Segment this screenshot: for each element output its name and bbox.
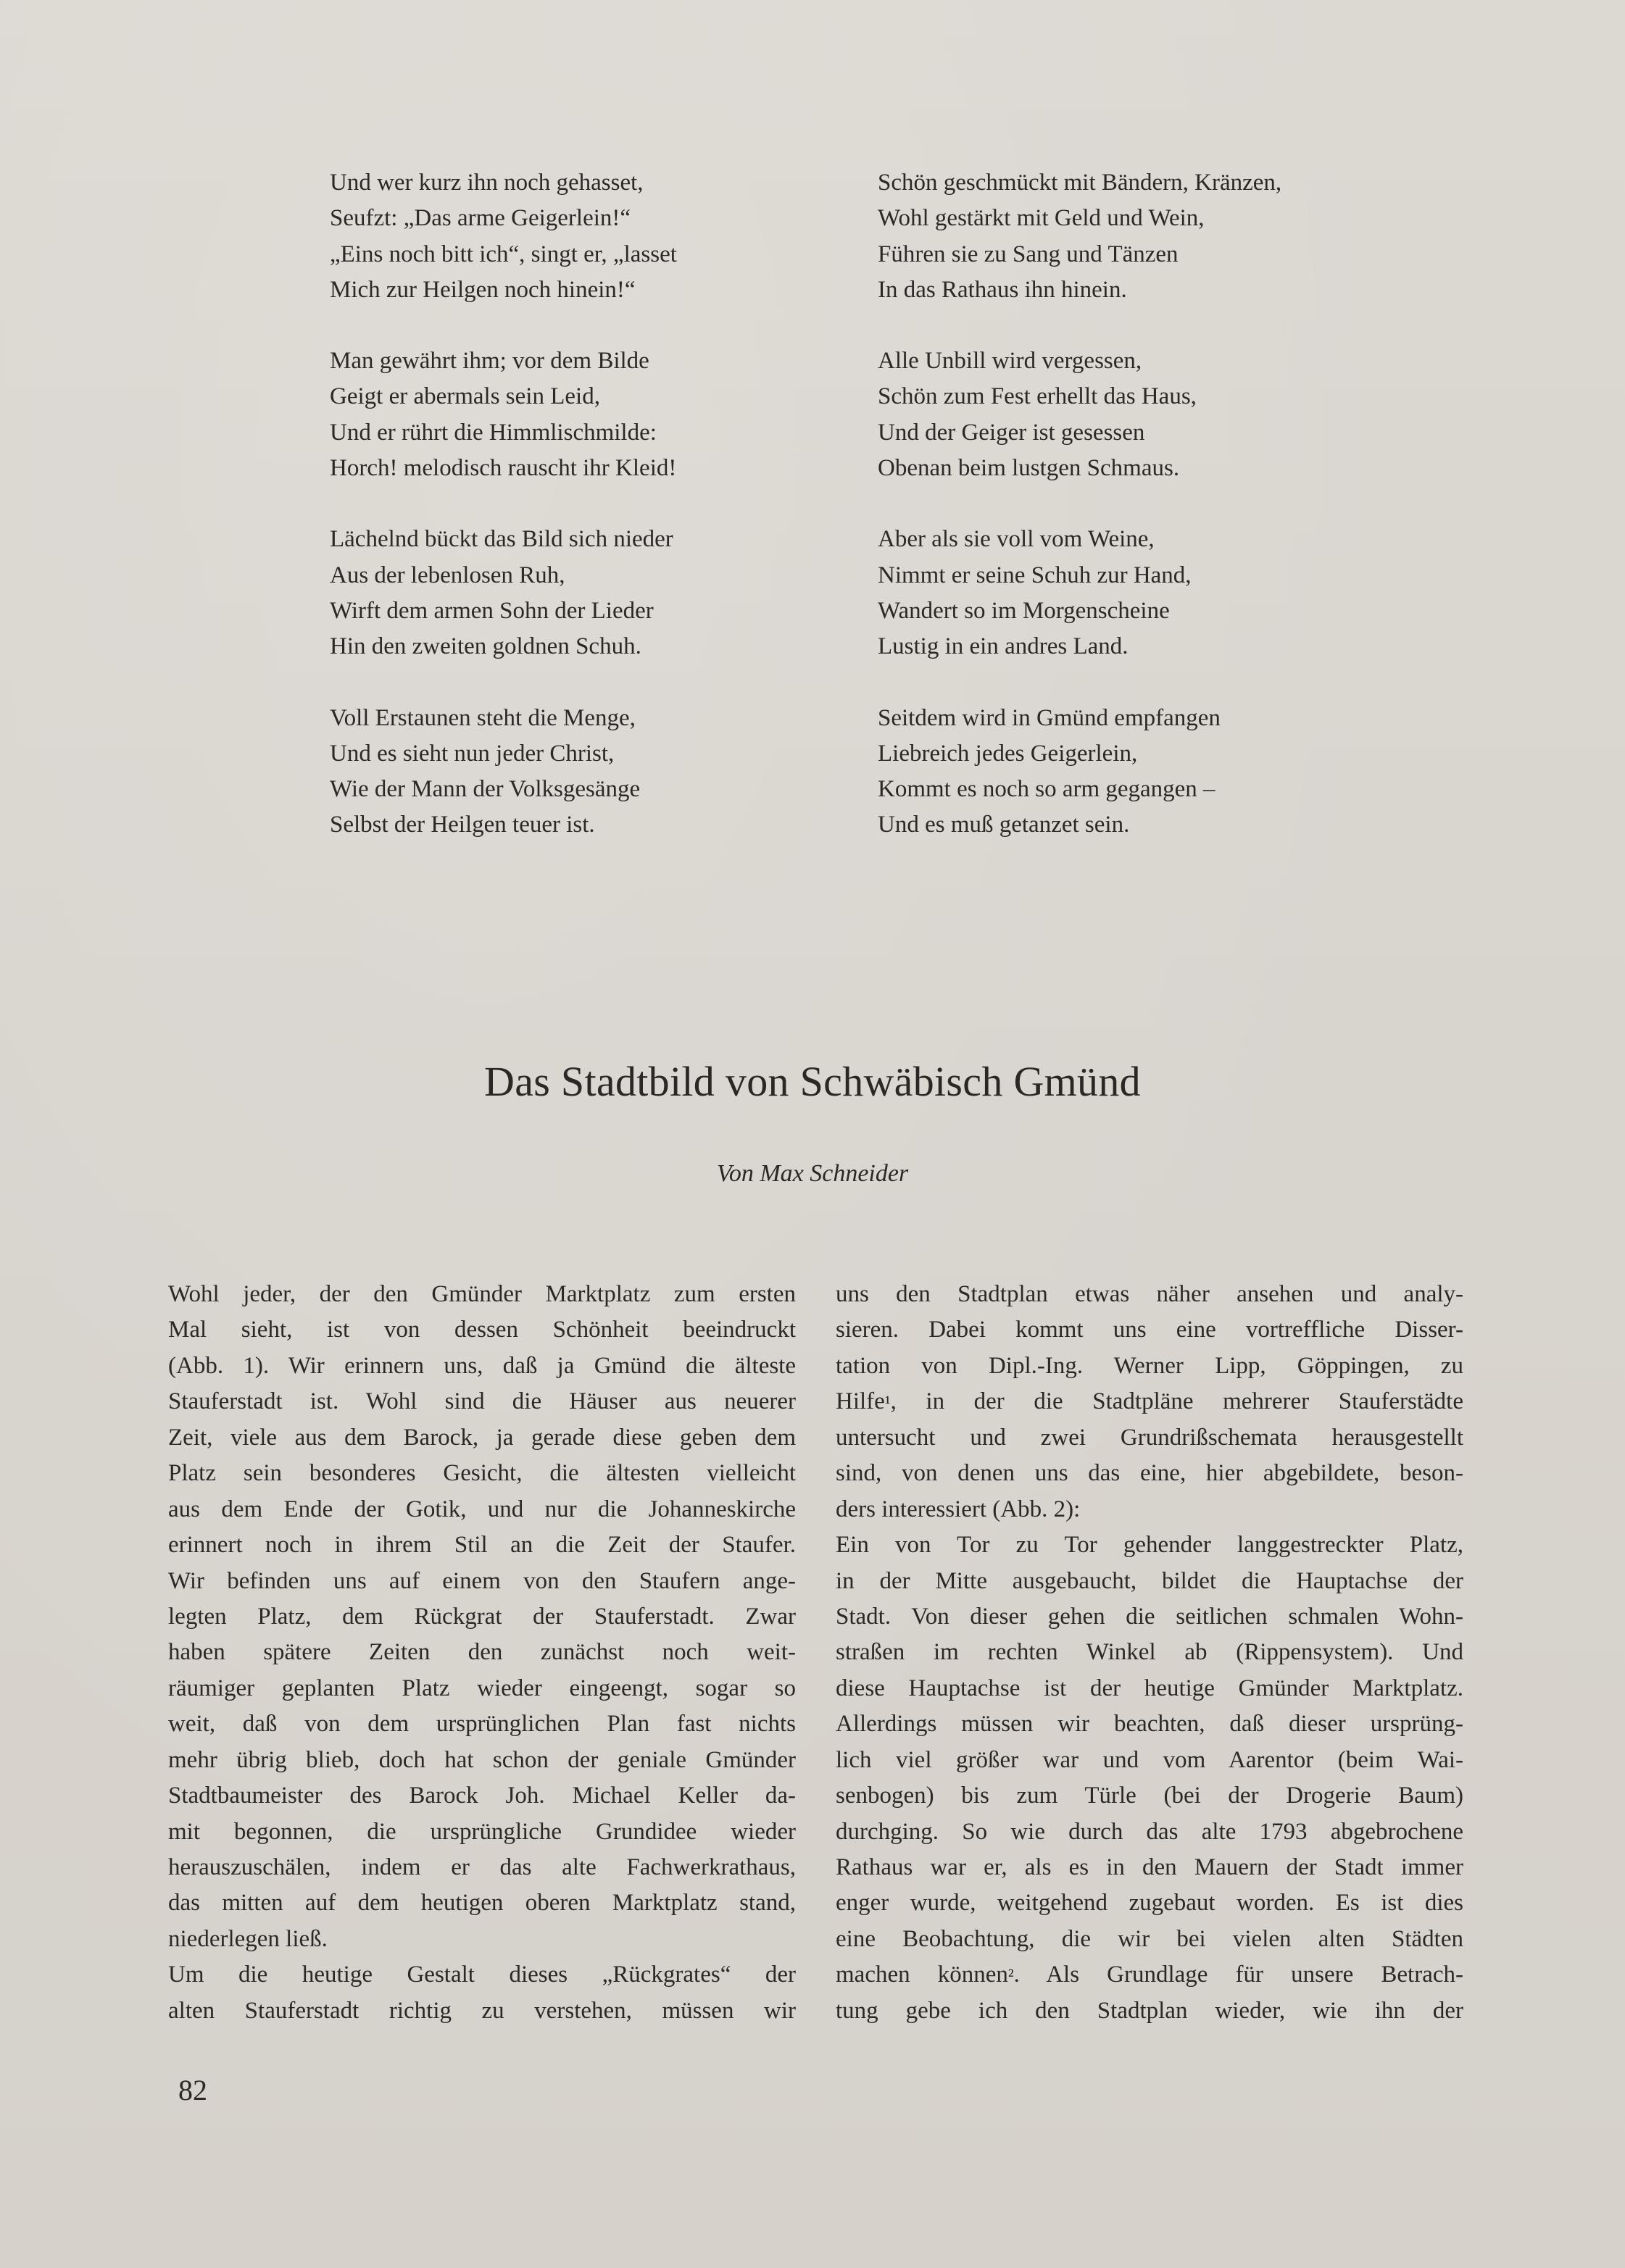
poem-line: Horch! melodisch rauscht ihr Kleid! xyxy=(330,455,677,482)
article-line: (Abb. 1). Wir erinnern uns, daß ja Gmünd die älteste xyxy=(168,1352,796,1379)
article-line: lich viel größer war und vom Aarentor (beim Wai- xyxy=(836,1746,1463,1773)
article-line: Rathaus war er, als es in den Mauern der Stadt immer xyxy=(836,1854,1463,1880)
article-line: sieren. Dabei kommt uns eine vortreffliche Disser- xyxy=(836,1317,1463,1343)
article-line: Hilfe¹, in der die Stadtpläne mehrerer Stauferstädte xyxy=(836,1388,1463,1415)
article-byline: Von Max Schneider xyxy=(716,1160,909,1187)
poem-line: Lustig in ein andres Land. xyxy=(878,633,1129,660)
poem-line: Seufzt: „Das arme Geigerlein!“ xyxy=(330,205,631,232)
poem-line: Seitdem wird in Gmünd empfangen xyxy=(878,704,1221,731)
article-right-column xyxy=(836,1277,1463,2029)
poem-line: Wirft dem armen Sohn der Lieder xyxy=(330,597,654,624)
poem-line: Obenan beim lustgen Schmaus. xyxy=(878,455,1180,482)
poem-line: „Eins noch bitt ich“, singt er, „lasset xyxy=(330,241,677,267)
article-line: Mal sieht, ist von dessen Schönheit beeindruckt xyxy=(168,1317,796,1343)
article-line: Um die heutige Gestalt dieses „Rückgrates“ der xyxy=(168,1961,796,1988)
footnote-marker: ² xyxy=(1007,1965,1014,1987)
poem-left-column xyxy=(330,165,677,879)
poem-line: Voll Erstaunen steht die Menge, xyxy=(330,704,636,731)
article-line: Zeit, viele aus dem Barock, ja gerade diese geben dem xyxy=(168,1424,796,1451)
article-line: herauszuschälen, indem er das alte Fachwerkrathaus, xyxy=(168,1854,796,1880)
article-line: in der Mitte ausgebaucht, bildet die Hauptachse der xyxy=(836,1567,1463,1594)
article-line: alten Stauferstadt richtig zu verstehen, müssen wir xyxy=(168,1997,796,2024)
poem-stanza xyxy=(330,701,677,843)
article-line: Ein von Tor zu Tor gehender langgestreckter Platz, xyxy=(836,1532,1463,1559)
poem-stanza xyxy=(878,343,1281,486)
article-line: mehr übrig blieb, doch hat schon der geniale Gmünder xyxy=(168,1746,796,1773)
poem-line: Und der Geiger ist gesessen xyxy=(878,419,1145,446)
poem-line: Und wer kurz ihn noch gehasset, xyxy=(330,170,644,196)
article-line: Wir befinden uns auf einem von den Staufern ange- xyxy=(168,1567,796,1594)
poem-line: Schön geschmückt mit Bändern, Kränzen, xyxy=(878,170,1282,196)
article-line: diese Hauptachse ist der heutige Gmünder Marktplatz. xyxy=(836,1675,1463,1701)
poem-stanza xyxy=(878,701,1281,843)
poem-line: In das Rathaus ihn hinein. xyxy=(878,276,1127,303)
article-line: eine Beobachtung, die wir bei vielen alten Städten xyxy=(836,1925,1463,1952)
article-line: legten Platz, dem Rückgrat der Stauferstadt. Zwar xyxy=(168,1603,796,1630)
poem-stanza xyxy=(878,522,1281,664)
poem-line: Und er rührt die Himmlischmilde: xyxy=(330,419,657,446)
poem-line: Aus der lebenlosen Ruh, xyxy=(330,562,565,588)
poem-line: Liebreich jedes Geigerlein, xyxy=(878,740,1138,767)
article-line: Stadt. Von dieser gehen die seitlichen schmalen Wohn- xyxy=(836,1603,1463,1630)
poem-right-column xyxy=(878,165,1281,879)
article-left-column xyxy=(168,1277,796,2029)
poem-line: Mich zur Heilgen noch hinein!“ xyxy=(330,276,636,303)
article-title: Das Stadtbild von Schwäbisch Gmünd xyxy=(484,1058,1141,1105)
page-number: 82 xyxy=(178,2074,207,2106)
poem-line: Und es muß getanzet sein. xyxy=(878,812,1130,838)
poem-line: Führen sie zu Sang und Tänzen xyxy=(878,241,1179,267)
article-line: Platz sein besonderes Gesicht, die ältesten vielleicht xyxy=(168,1460,796,1487)
article-line: aus dem Ende der Gotik, und nur die Johanneskirche xyxy=(168,1496,796,1522)
poem-stanza xyxy=(330,522,677,664)
article-line: weit, daß von dem ursprünglichen Plan fast nichts xyxy=(168,1711,796,1738)
poem-line: Lächelnd bückt das Bild sich nieder xyxy=(330,526,673,553)
article-line: räumiger geplanten Platz wieder eingeengt, sogar so xyxy=(168,1675,796,1701)
article-line: enger wurde, weitgehend zugebaut worden. Es ist dies xyxy=(836,1890,1463,1917)
poem-stanza xyxy=(330,165,677,308)
article-line: machen können². Als Grundlage für unsere Betrach- xyxy=(836,1961,1463,1988)
poem-line: Aber als sie voll vom Weine, xyxy=(878,526,1155,553)
poem-line: Selbst der Heilgen teuer ist. xyxy=(330,812,595,838)
article-line: Stadtbaumeister des Barock Joh. Michael Keller da- xyxy=(168,1783,796,1809)
article-line: ders interessiert (Abb. 2): xyxy=(836,1496,1081,1522)
poem-line: Man gewährt ihm; vor dem Bilde xyxy=(330,348,649,375)
article-line: senbogen) bis zum Türle (bei der Drogerie Baum) xyxy=(836,1783,1463,1809)
article-line: niederlegen ließ. xyxy=(168,1925,328,1952)
article-line: haben spätere Zeiten den zunächst noch weit- xyxy=(168,1639,796,1666)
article-line: Wohl jeder, der den Gmünder Marktplatz zum ersten xyxy=(168,1281,796,1307)
article-line: Stauferstadt ist. Wohl sind die Häuser aus neuerer xyxy=(168,1388,796,1415)
article-line: erinnert noch in ihrem Stil an die Zeit der Staufer. xyxy=(168,1532,796,1559)
article-line: uns den Stadtplan etwas näher ansehen und analy- xyxy=(836,1281,1463,1307)
article-line: mit begonnen, die ursprüngliche Grundidee wieder xyxy=(168,1818,796,1845)
poem-line: Kommt es noch so arm gegangen – xyxy=(878,776,1215,803)
poem-line: Nimmt er seine Schuh zur Hand, xyxy=(878,562,1192,588)
poem-line: Wie der Mann der Volksgesänge xyxy=(330,776,641,803)
poem-line: Hin den zweiten goldnen Schuh. xyxy=(330,633,641,660)
poem-line: Wohl gestärkt mit Geld und Wein, xyxy=(878,205,1205,232)
article-line: untersucht und zwei Grundrißschemata herausgestellt xyxy=(836,1424,1463,1451)
article-line: durchging. So wie durch das alte 1793 abgebrochene xyxy=(836,1818,1463,1845)
article-line: das mitten auf dem heutigen oberen Marktplatz stand, xyxy=(168,1890,796,1917)
poem-line: Schön zum Fest erhellt das Haus, xyxy=(878,383,1197,410)
article-line: tung gebe ich den Stadtplan wieder, wie ihn der xyxy=(836,1997,1463,2024)
poem-line: Wandert so im Morgenscheine xyxy=(878,597,1170,624)
poem-line: Und es sieht nun jeder Christ, xyxy=(330,740,615,767)
poem-line: Geigt er abermals sein Leid, xyxy=(330,383,600,410)
article-line: sind, von denen uns das eine, hier abgebildete, beson- xyxy=(836,1460,1463,1487)
poem-stanza xyxy=(878,165,1281,308)
footnote-marker: ¹ xyxy=(884,1392,891,1414)
poem-line: Alle Unbill wird vergessen, xyxy=(878,348,1142,375)
article-line: tation von Dipl.-Ing. Werner Lipp, Göppingen, zu xyxy=(836,1352,1463,1379)
poem-stanza xyxy=(330,343,677,486)
article-line: Allerdings müssen wir beachten, daß dieser ursprüng- xyxy=(836,1711,1463,1738)
article-line: straßen im rechten Winkel ab (Rippensystem). Und xyxy=(836,1639,1463,1666)
